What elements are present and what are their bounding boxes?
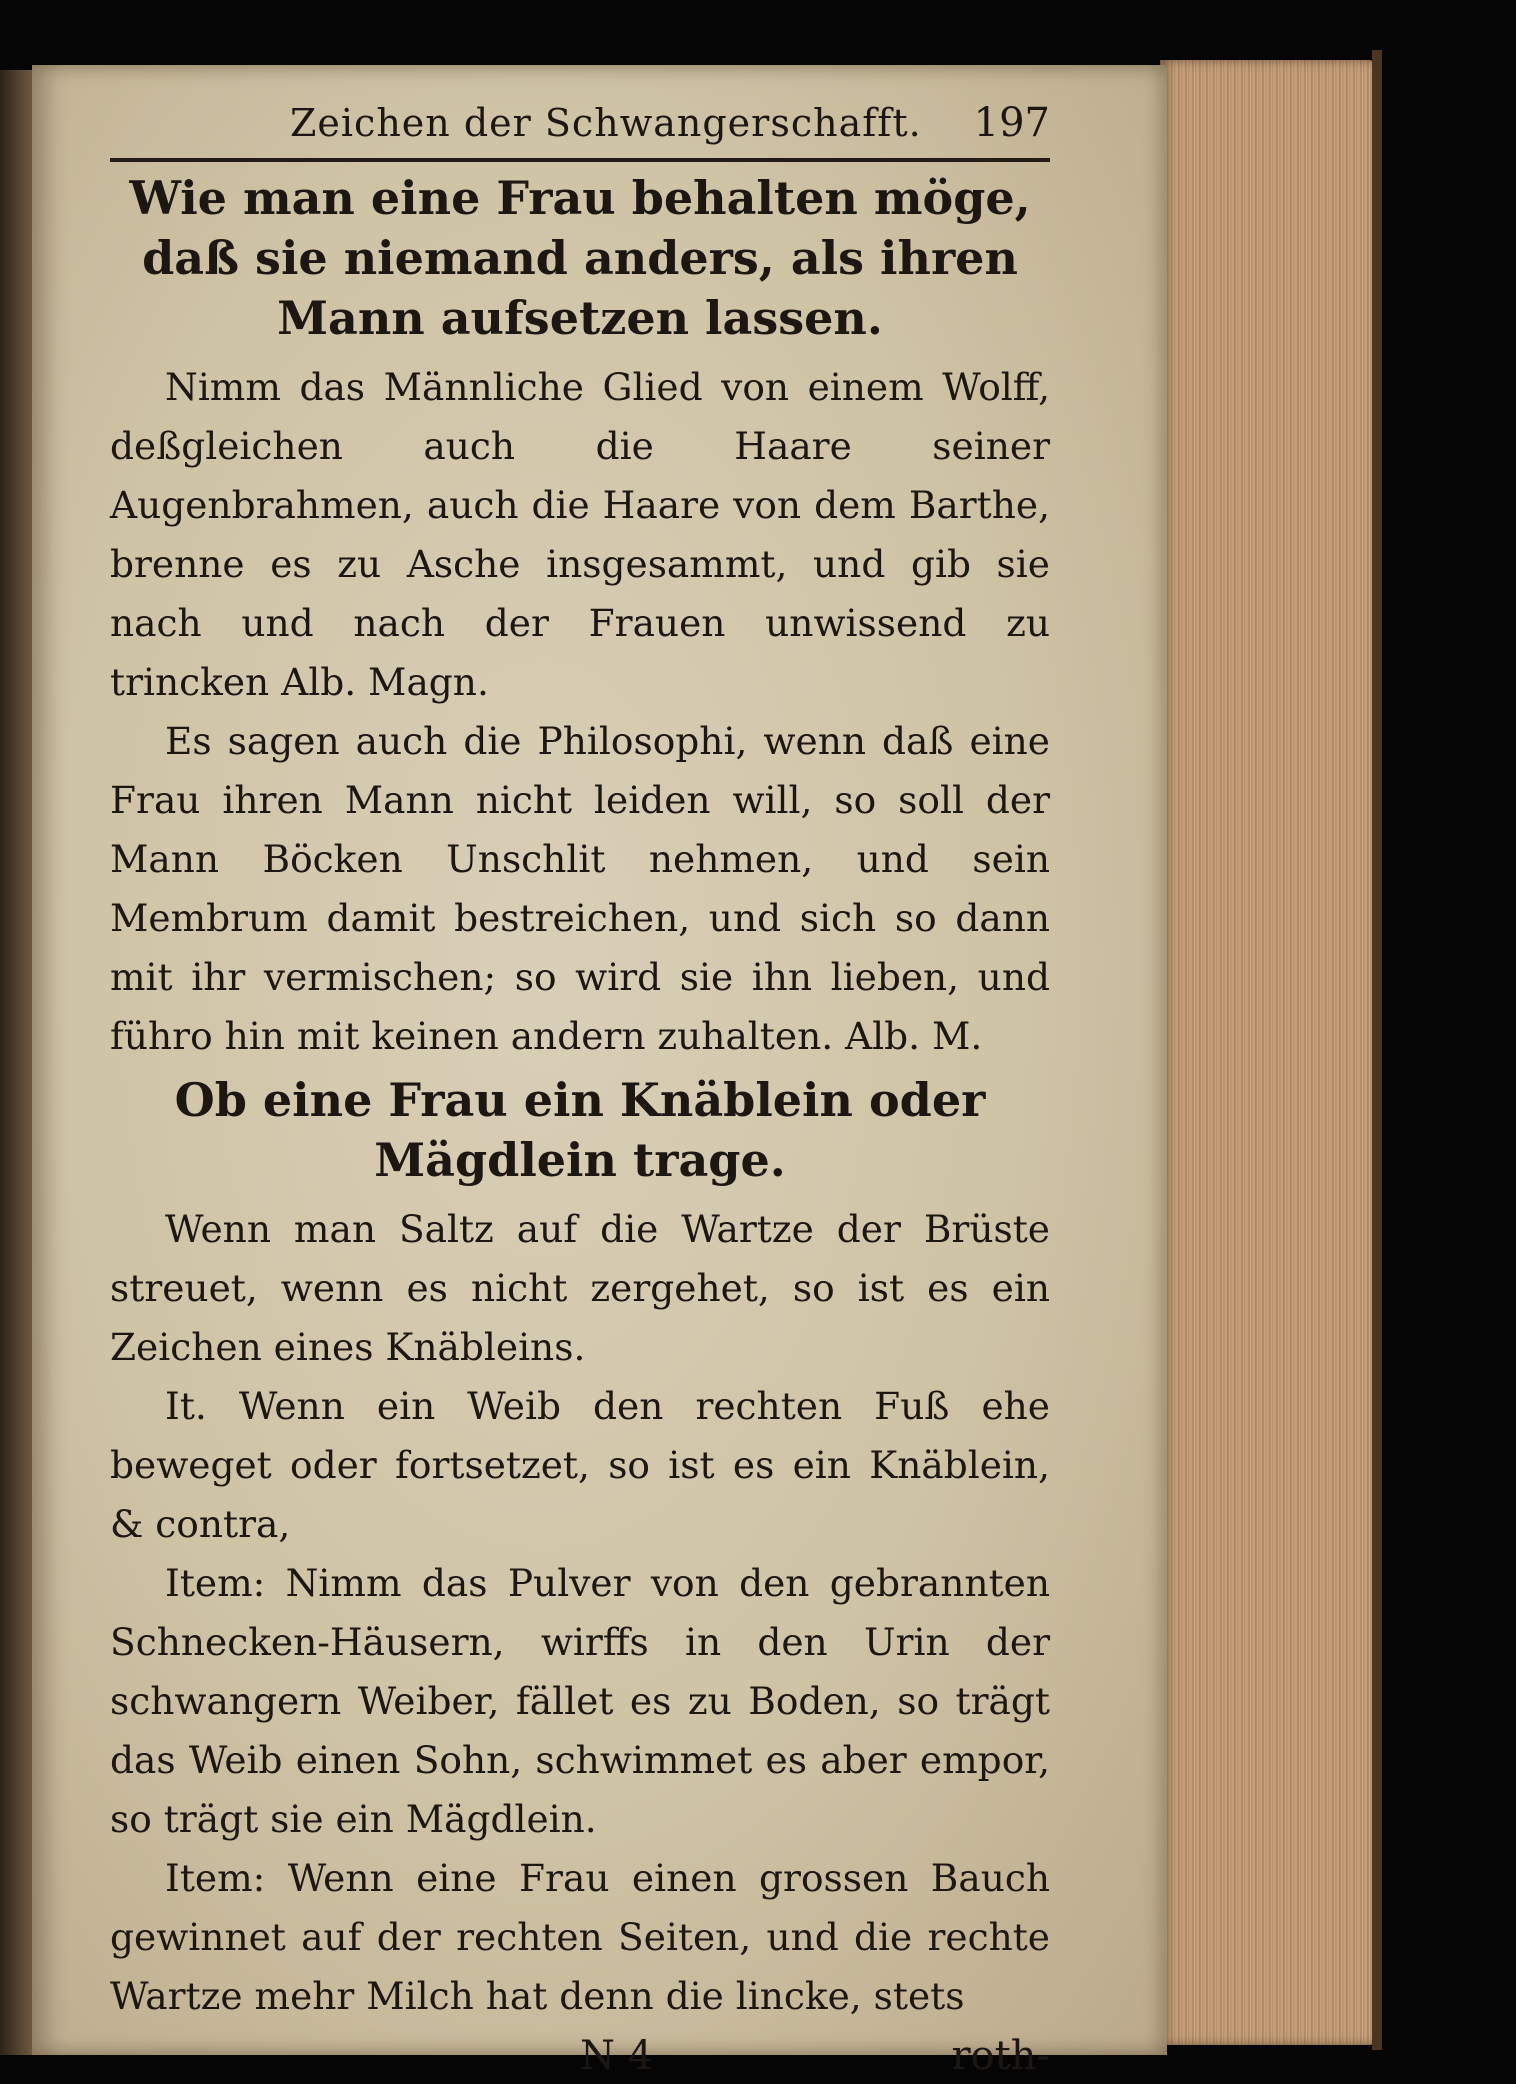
- header-rule: [110, 158, 1050, 162]
- paragraph: Nimm das Männliche Glied von einem Wolff, deßgleichen auch die Haare seiner Augenbrahmen, auch die Haare von dem Barthe, brenne es zu Asche insgesammt, und gib sie nach und nach der Frauen unwissend zu trincken Alb. Magn.: [110, 365, 1050, 704]
- paragraph: Item: Wenn eine Frau einen grossen Bauch gewinnet auf der rechten Seiten, und die rechte Wartze mehr Milch hat denn die lincke, stets: [110, 1856, 1050, 2018]
- book-cover-edge: [1372, 50, 1382, 2050]
- paragraph: Wenn man Saltz auf die Wartze der Brüste streuet, wenn es nicht zergehet, so ist es ein Zeichen eines Knäbleins.: [110, 1207, 1050, 1369]
- paragraph: Item: Nimm das Pulver von den gebrannten Schnecken-Häusern, wirffs in den Urin der schwangern Weiber, fället es zu Boden, so trägt das Weib einen Sohn, schwimmet es aber empor, so trägt sie ein Mägdlein.: [110, 1561, 1050, 1841]
- signature-mark: N 4: [580, 2033, 654, 2079]
- page-text: [110, 100, 1050, 2084]
- paragraph: Es sagen auch die Philosophi, wenn daß eine Frau ihren Mann nicht leiden will, so soll der Mann Böcken Unschlit nehmen, und sein Membrum damit bestreichen, und sich so dann mit ihr vermischen; so wird sie ihn lieben, und führo hin mit keinen andern zuhalten. Alb. M.: [110, 719, 1050, 1058]
- page-number: 197: [973, 100, 1050, 146]
- page-footer: [110, 2028, 1050, 2084]
- catchword: roth-: [951, 2033, 1050, 2079]
- running-header: [110, 100, 1050, 154]
- section-heading: Wie man eine Frau behalten möge, daß sie niemand anders, als ihren Mann aufsetzen lassen.: [129, 171, 1031, 345]
- paragraph: It. Wenn ein Weib den rechten Fuß ehe beweget oder fortsetzet, so ist es ein Knäblein, & contra,: [110, 1384, 1050, 1546]
- running-title: Zeichen der Schwangerschafft.: [290, 101, 922, 145]
- fore-edge-pages: [1160, 60, 1375, 2045]
- section-heading: Ob eine Frau ein Knäblein oder Mägdlein trage.: [174, 1073, 986, 1187]
- book: [0, 40, 1516, 2079]
